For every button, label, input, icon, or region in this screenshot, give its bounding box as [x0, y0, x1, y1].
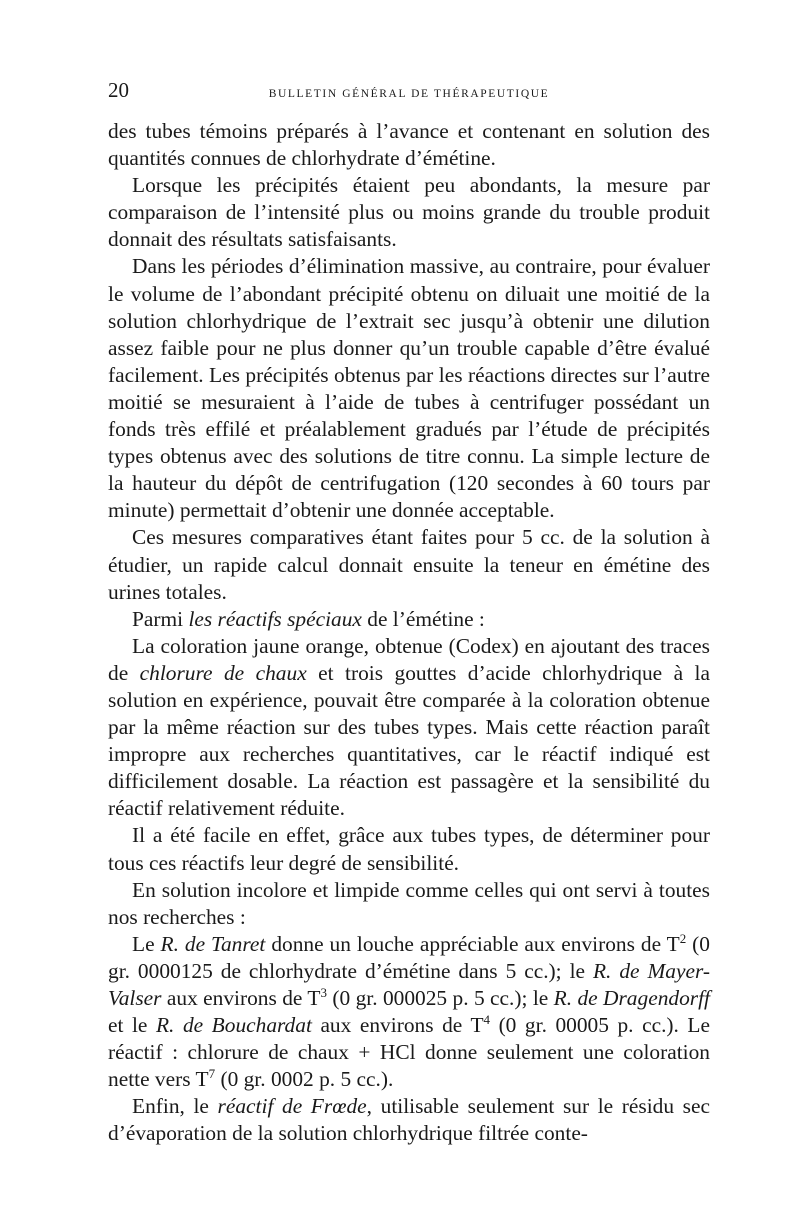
superscript: 4 [483, 1011, 491, 1027]
text-run: Parmi [132, 606, 189, 631]
body-text [108, 118, 710, 1148]
paragraph-1: des tubes témoins préparés à l’avance et contenant en solution des quantités connues de chlorhydrate d’émétine. [108, 119, 710, 171]
text-run: La coloration jaune orange, obtenue (Codex) en ajoutant des traces de [108, 633, 710, 685]
text-run: Enfin, le [132, 1094, 218, 1119]
text-run: et trois gouttes d’acide chlorhydrique à la solution en expérience, pouvait être comparée à la coloration obtenue par la même réaction sur des tubes types. Mais cette réaction paraît impropre aux recherches quantitatives, car le réactif indiqué est difficilement dosable. La réaction est passagère et la sensibilité du réactif relativement réduite. [108, 660, 710, 821]
italic-term: R. de Mayer-Valser [108, 958, 710, 1010]
paragraph-10 [108, 1093, 710, 1147]
paragraph-7: Il a été facile en effet, grâce aux tubes types, de déterminer pour tous ces réactifs leur degré de sensibilité. [108, 823, 710, 875]
paragraph-6 [108, 633, 710, 823]
text-run: , utilisable seulement sur le résidu sec d’évaporation de la solution chlorhydrique filtrée conte- [108, 1094, 710, 1146]
text-run: de l’émétine : [361, 606, 485, 631]
paragraph-3: Dans les périodes d’élimination massive, au contraire, pour évaluer le volume de l’abondant précipité obtenu on diluait une moitié de la solution chlorhydrique de l’extrait sec jusqu’à obtenir une dilution assez faible pour ne plus donner qu’un trouble capable d’être évalué facilement. Les précipités obtenus par les réactions directes sur l’autre moitié se mesuraient à l’aide de tubes à centrifuger possédant un fonds très effilé et préalablement gradués par l’étude de précipités types obtenus avec des solutions de titre connu. La simple lecture de la hauteur du dépôt de centrifugation (120 secondes à 60 tours par minute) permettait d’obtenir une donnée acceptable. [108, 254, 710, 523]
italic-term: chlorure de chaux [139, 660, 307, 685]
paragraph-9 [108, 931, 710, 1094]
text-run: Le [132, 931, 161, 956]
text-run: et le [108, 1013, 156, 1038]
paragraph-2: Lorsque les précipités étaient peu abondants, la mesure par comparaison de l’intensité plus ou moins grande du trouble produit donnait des résultats satisfaisants. [108, 173, 710, 252]
running-title: BULLETIN GÉNÉRAL DE THÉRAPEUTIQUE [268, 88, 550, 100]
superscript: 7 [208, 1066, 216, 1082]
italic-term: les réactifs spéciaux [188, 606, 362, 631]
italic-term: R. de Bouchardat [155, 1013, 312, 1038]
text-run: donne un louche appréciable aux environs de T [265, 931, 680, 956]
text-run: (0 gr. 0000125 de chlorhydrate d’émétine dans 5 cc.); le [108, 931, 710, 983]
paragraph-8: En solution incolore et limpide comme celles qui ont servi à toutes nos recherches : [108, 877, 710, 929]
text-run: aux environs de T [311, 1013, 484, 1038]
paragraph-5 [108, 606, 710, 633]
superscript: 2 [679, 930, 687, 946]
paragraph-4: Ces mesures comparatives étant faites pour 5 cc. de la solution à étudier, un rapide calcul donnait ensuite la teneur en émétine des urines totales. [108, 525, 710, 604]
text-run: (0 gr. 00005 p. cc.). Le réactif : chlorure de chaux + HCl donne seulement une coloration nette vers T [108, 1013, 710, 1092]
text-run: (0 gr. 000025 p. 5 cc.); le [326, 986, 554, 1010]
italic-term: R. de Tanret [160, 931, 266, 956]
italic-term: R. de Dragendorff [553, 986, 710, 1010]
italic-term: réactif de Frœde [217, 1094, 367, 1119]
text-run: aux environs de T [161, 986, 321, 1010]
page-number: 20 [108, 78, 129, 102]
page-header [108, 78, 710, 108]
text-run: (0 gr. 0002 p. 5 cc.). [215, 1067, 394, 1092]
superscript: 3 [320, 984, 327, 1000]
